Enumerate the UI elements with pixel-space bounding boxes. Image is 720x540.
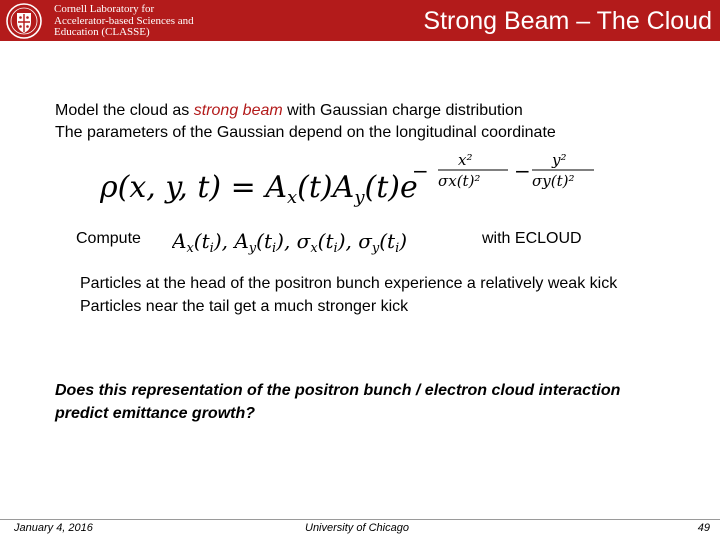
slide-header <box>0 0 720 41</box>
kick-line-2: Particles near the tail get a much stronger kick <box>80 298 409 315</box>
with-ecloud-label: with ECLOUD <box>482 230 582 247</box>
question-text: Does this representation of the positron bunch / electron cloud interaction predict emittance growth? <box>55 382 621 422</box>
page-number: 49 <box>697 522 710 534</box>
svg-text:ρ(x, y, t) = Ax(t)Ay(t)e: ρ(x, y, $t) = A_x(t)A_y(t)e$ <box>100 170 418 208</box>
compute-label: Compute <box>76 230 141 247</box>
cornell-seal-icon <box>6 3 42 39</box>
footer-venue: University of Chicago <box>305 522 409 534</box>
org-name <box>54 4 224 39</box>
exponent-denominator-y: σy(t)² <box>532 172 575 190</box>
org-line-2: Accelerator-based Sciences and <box>54 14 194 27</box>
intro-line-1 <box>55 100 556 122</box>
org-line-1: Cornell Laboratory for <box>54 3 155 15</box>
strong-beam-highlight: strong beam <box>193 102 283 119</box>
footer-divider <box>0 519 720 520</box>
footer-date: January 4, 2016 <box>14 522 93 534</box>
svg-text:Ax(ti), Ay(ti), σx(ti), σy(ti): $A_x(t_i)$, $A_y(t_i)$, $\sigma_x(t_i)$, $\sigma_y(t_i)$ <box>172 229 408 256</box>
svg-text:−: − <box>514 159 531 183</box>
exponent-denominator-x: σx(t)² <box>438 172 481 190</box>
intro-line-1-end: with Gaussian charge distribution <box>282 102 523 119</box>
charge-distribution-formula <box>100 150 600 215</box>
compute-formula <box>172 224 472 256</box>
intro-text <box>55 100 556 144</box>
kick-description <box>80 272 617 318</box>
intro-line-1-start: Model the cloud as <box>55 102 194 119</box>
slide-title: Strong Beam – The Cloud <box>423 7 712 35</box>
org-line-3: Education (CLASSE) <box>54 26 150 38</box>
intro-line-2: The parameters of the Gaussian depend on the longitudinal coordinate <box>55 124 556 141</box>
exponent-numerator-y: y² <box>552 151 567 169</box>
svg-text:−: − <box>412 159 429 183</box>
exponent-numerator-x: x² <box>458 151 473 169</box>
kick-line-1: Particles at the head of the positron bunch experience a relatively weak kick <box>80 275 618 292</box>
